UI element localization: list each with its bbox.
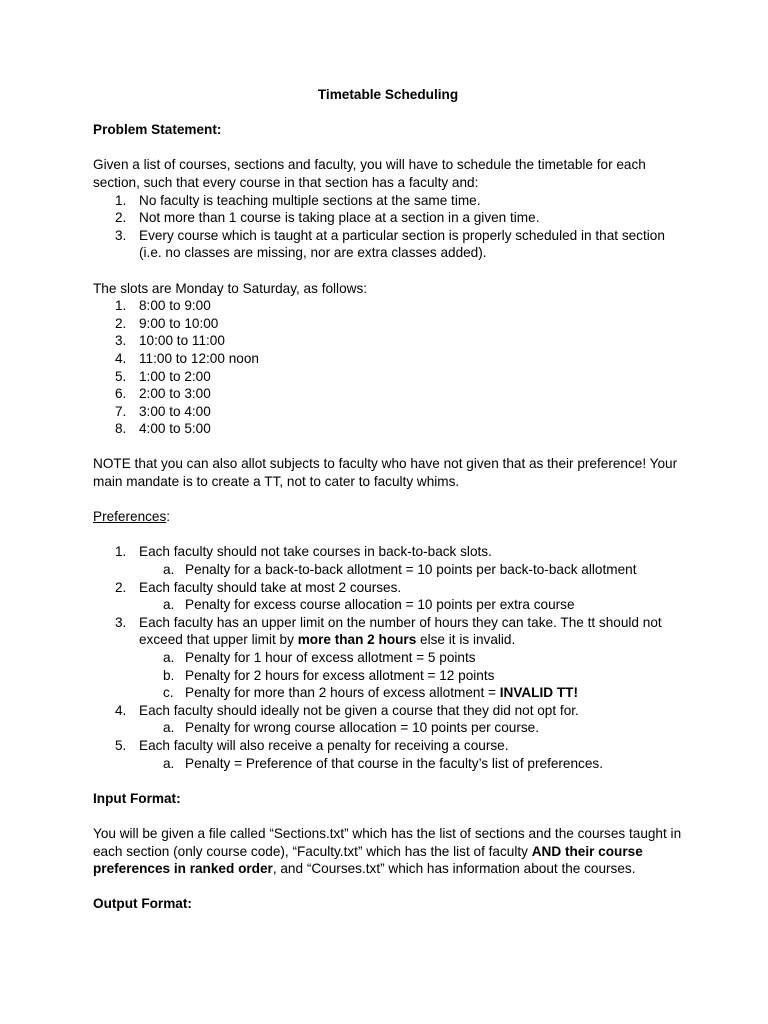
list-text: Penalty for 2 hours for excess allotment = 12 points (185, 667, 495, 683)
document-page (93, 86, 683, 913)
list-item (93, 385, 683, 403)
list-item (93, 368, 683, 386)
output-heading: Output Format: (93, 896, 192, 912)
list-text: Not more than 1 course is taking place at a section in a given time. (139, 210, 540, 226)
slots-list (93, 297, 683, 438)
problem-intro: Given a list of courses, sections and faculty, you will have to schedule the timetable for each section, such that every course in that section has a faculty and: (93, 157, 646, 190)
list-text: 2:00 to 3:00 (139, 386, 211, 402)
list-text: No faculty is teaching multiple sections at the same time. (139, 192, 481, 208)
list-text: else it is invalid. (416, 632, 516, 648)
list-number: 1. (115, 544, 127, 560)
sub-list-item (93, 649, 683, 667)
list-number: 8. (115, 421, 127, 437)
input-text: , and “Courses.txt” which has information about the courses. (272, 861, 636, 877)
list-letter: a. (163, 755, 175, 771)
list-text: Penalty for wrong course allocation = 10 points per course. (185, 720, 540, 736)
input-paragraph (93, 825, 683, 878)
list-item (93, 209, 683, 227)
list-item (93, 579, 683, 597)
list-text: Each faculty should take at most 2 courses. (139, 579, 402, 595)
note-paragraph: NOTE that you can also allot subjects to faculty who have not given that as their preference! Your main mandate is to create a TT, not to cater to faculty whims. (93, 456, 678, 490)
list-number: 2. (115, 579, 127, 595)
preferences-colon: : (166, 509, 171, 525)
list-item (93, 192, 683, 210)
list-item (93, 350, 683, 368)
conditions-list (93, 192, 683, 262)
list-text: 9:00 to 10:00 (139, 315, 219, 331)
list-item (93, 227, 683, 262)
input-text: You will be given a file called “Sections.txt” which has the list of sections and the courses taught in each section (only course code), “Faculty.txt” which has the list of faculty (93, 825, 682, 859)
list-text: Every course which is taught at a particular section is properly scheduled in that section (i.e. no classes are missing, nor are extra classes added). (139, 227, 665, 261)
input-text-bold: AND their course preferences in ranked order (93, 843, 643, 877)
sub-list-item (93, 684, 683, 702)
list-number: 4. (115, 350, 127, 366)
list-number: 3. (115, 333, 127, 349)
list-number: 5. (115, 368, 127, 384)
list-number: 4. (115, 702, 127, 718)
list-text: Penalty = Preference of that course in the faculty’s list of preferences. (185, 755, 603, 771)
list-number: 7. (115, 403, 127, 419)
list-item (93, 737, 683, 755)
list-number: 3. (115, 227, 127, 243)
list-item (93, 543, 683, 561)
list-number: 2. (115, 210, 127, 226)
preferences-list (93, 543, 683, 772)
list-text: Penalty for a back-to-back allotment = 10 points per back-to-back allotment (185, 562, 637, 578)
list-letter: a. (163, 720, 175, 736)
list-letter: b. (163, 667, 175, 683)
list-item (93, 403, 683, 421)
sub-list-item (93, 667, 683, 685)
slots-intro: The slots are Monday to Saturday, as follows: (93, 280, 368, 296)
list-letter: a. (163, 650, 175, 665)
list-text: Each faculty has an upper limit on the number of hours they can take. The tt should not exceed that upper limit by (139, 614, 662, 648)
list-item (93, 297, 683, 315)
list-item (93, 702, 683, 720)
sub-list-item (93, 755, 683, 773)
list-text: 8:00 to 9:00 (139, 298, 211, 314)
input-heading: Input Format: (93, 790, 181, 806)
list-text: 3:00 to 4:00 (139, 403, 211, 419)
sub-list-item (93, 561, 683, 579)
list-text-bold: INVALID TT! (499, 685, 578, 701)
list-letter: c. (163, 685, 174, 701)
sub-list-item (93, 719, 683, 737)
list-letter: a. (163, 562, 175, 578)
list-text: Penalty for 1 hour of excess allotment = 5 points (185, 650, 476, 665)
list-number: 1. (115, 298, 127, 314)
list-text-bold: more than 2 hours (297, 632, 417, 648)
list-text: Each faculty will also receive a penalty for receiving a course. (139, 737, 509, 753)
sub-list-item (93, 596, 683, 614)
list-number: 1. (115, 192, 127, 208)
list-number: 5. (115, 737, 127, 753)
list-text: Penalty for excess course allocation = 10 points per extra course (185, 597, 575, 613)
list-text: 11:00 to 12:00 noon (139, 350, 259, 366)
list-item (93, 332, 683, 350)
list-text: 4:00 to 5:00 (139, 421, 211, 437)
preferences-heading-line (93, 508, 683, 526)
list-text: Each faculty should ideally not be given a course that they did not opt for. (139, 702, 579, 718)
list-text: 10:00 to 11:00 (139, 333, 225, 349)
list-number: 2. (115, 315, 127, 331)
list-text: 1:00 to 2:00 (139, 368, 211, 384)
list-text: Penalty for more than 2 hours of excess allotment = (185, 685, 500, 701)
list-item (93, 315, 683, 333)
document-title: Timetable Scheduling (317, 87, 459, 102)
list-letter: a. (163, 597, 175, 613)
problem-heading: Problem Statement: (93, 122, 222, 138)
list-item (93, 614, 683, 649)
list-text: Each faculty should not take courses in back-to-back slots. (139, 544, 492, 560)
preferences-heading: Preferences (93, 509, 167, 525)
list-number: 6. (115, 386, 127, 402)
list-item (93, 420, 683, 438)
list-number: 3. (115, 614, 127, 630)
